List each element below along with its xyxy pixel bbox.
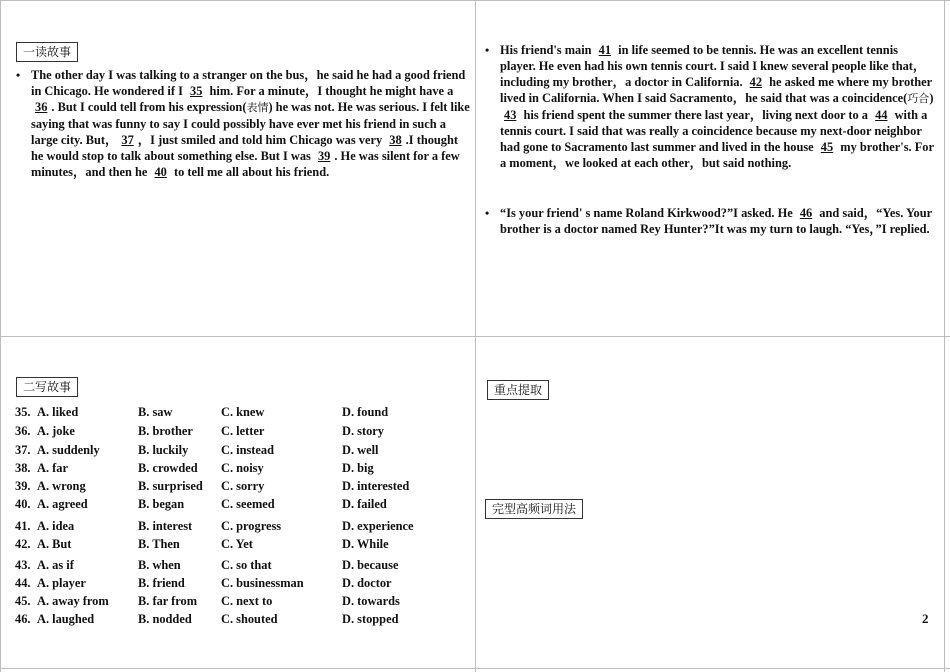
option-c[interactable]: C. knew	[221, 405, 265, 419]
question-number: 46.	[15, 612, 31, 626]
option-c[interactable]: C. progress	[221, 519, 282, 533]
option-b[interactable]: B. crowded	[138, 461, 198, 475]
option-b[interactable]: B. Then	[138, 537, 180, 551]
question-number: 37.	[15, 443, 31, 457]
option-a[interactable]: A. suddenly	[37, 443, 100, 457]
option-a[interactable]: A. away from	[37, 594, 109, 608]
option-d[interactable]: D. interested	[342, 479, 410, 493]
option-c[interactable]: C. letter	[221, 424, 265, 438]
blank-40[interactable]: 40	[154, 165, 167, 179]
option-b[interactable]: B. when	[138, 558, 181, 572]
option-c[interactable]: C. seemed	[221, 497, 275, 511]
option-d[interactable]: D. doctor	[342, 576, 392, 590]
option-d[interactable]: D. found	[342, 405, 389, 419]
option-b[interactable]: B. began	[138, 497, 185, 511]
bullet-2: •	[485, 43, 490, 57]
blank-42[interactable]: 42	[749, 75, 763, 89]
option-b[interactable]: B. nodded	[138, 612, 192, 626]
option-b[interactable]: B. far from	[138, 594, 198, 608]
high-freq-vocab-label: 完型高频词用法	[485, 499, 583, 519]
option-a[interactable]: A. laughed	[37, 612, 95, 626]
option-d[interactable]: D. because	[342, 558, 399, 572]
blank-37[interactable]: 37	[121, 133, 134, 147]
blank-46[interactable]: 46	[799, 206, 813, 220]
blank-43[interactable]: 43	[504, 108, 517, 122]
option-b[interactable]: B. interest	[138, 519, 193, 533]
question-number: 38.	[15, 461, 31, 475]
option-d[interactable]: D. towards	[342, 594, 400, 608]
option-a[interactable]: A. as if	[37, 558, 74, 572]
question-number: 36.	[15, 424, 31, 438]
page-number: 2	[922, 611, 929, 626]
option-c[interactable]: C. businessman	[221, 576, 304, 590]
option-c[interactable]: C. shouted	[221, 612, 278, 626]
option-b[interactable]: B. saw	[138, 405, 173, 419]
read-story-label: 一读故事	[16, 42, 78, 62]
blank-41[interactable]: 41	[598, 43, 612, 57]
option-a[interactable]: A. joke	[37, 424, 75, 438]
option-a[interactable]: A. liked	[37, 405, 79, 419]
blank-38[interactable]: 38	[389, 133, 402, 147]
story-paragraph-3: “Is your friend' s name Roland Kirkwood?”I asked. He 46 and said，“Yes. Your brother is a doctor named Rey Hunter?”It was my turn to laugh. “Yes，”I replied.	[500, 206, 932, 236]
option-a[interactable]: A. player	[37, 576, 86, 590]
grid-horizontal-divider	[0, 336, 950, 337]
option-a[interactable]: A. idea	[37, 519, 75, 533]
write-story-label: 二写故事	[16, 377, 78, 397]
blank-36[interactable]: 36	[35, 100, 48, 114]
question-number: 44.	[15, 576, 31, 590]
option-d[interactable]: D. story	[342, 424, 384, 438]
option-c[interactable]: C. noisy	[221, 461, 264, 475]
key-points-label: 重点提取	[487, 380, 549, 400]
option-a[interactable]: A. agreed	[37, 497, 88, 511]
option-d[interactable]: D. stopped	[342, 612, 399, 626]
option-b[interactable]: B. surprised	[138, 479, 203, 493]
question-number: 35.	[15, 405, 31, 419]
question-number: 39.	[15, 479, 31, 493]
blank-35[interactable]: 35	[190, 84, 203, 98]
option-c[interactable]: C. instead	[221, 443, 275, 457]
option-c[interactable]: C. Yet	[221, 537, 253, 551]
option-c[interactable]: C. next to	[221, 594, 273, 608]
option-c[interactable]: C. so that	[221, 558, 272, 572]
option-a[interactable]: A. far	[37, 461, 68, 475]
question-number: 45.	[15, 594, 31, 608]
bullet-3: •	[485, 206, 490, 220]
story-paragraph-1: The other day I was talking to a stranger on the bus，he said he had a good friend in Chicago. He wondered if I 35 him. For a minute，I thought he might have a 36 . But I could tell from his expression(表情) he was not. He was serious. I felt like saying that was funny to say I could possibly have ever met his friend in such a large city. But， 37 ，I just smiled and told him Chicago was very 38 .I thought he would stop to talk about something else. But I was 39 . He was silent for a few minutes，and then he 40 to tell me all about his friend.	[31, 68, 470, 179]
option-d[interactable]: D. experience	[342, 519, 414, 533]
story-paragraph-2: His friend's main 41 in life seemed to be tennis. He was an excellent tennis player. He even had his own tennis court. I said I knew several people like that，including my brother，a doctor in California. 42 he asked me where my brother lived in California. When I said Sacramento，he said that was a coincidence(巧合) 43 his friend spent the summer there last year，living next door to a 44 with a tennis court. I said that was really a coincidence because my next-door neighbor had gone to Sacramento last summer and lived in the house 45 my brother's. For a moment，we looked at each other，but said nothing.	[500, 43, 934, 170]
question-number: 43.	[15, 558, 31, 572]
option-a[interactable]: A. wrong	[37, 479, 86, 493]
option-b[interactable]: B. luckily	[138, 443, 189, 457]
blank-45[interactable]: 45	[820, 140, 834, 154]
option-b[interactable]: B. friend	[138, 576, 185, 590]
question-number: 42.	[15, 537, 31, 551]
option-b[interactable]: B. brother	[138, 424, 193, 438]
option-c[interactable]: C. sorry	[221, 479, 265, 493]
bullet-1: •	[16, 68, 21, 82]
option-d[interactable]: D. failed	[342, 497, 387, 511]
question-number: 40.	[15, 497, 31, 511]
option-d[interactable]: D. While	[342, 537, 389, 551]
option-d[interactable]: D. well	[342, 443, 379, 457]
option-d[interactable]: D. big	[342, 461, 374, 475]
option-a[interactable]: A. But	[37, 537, 72, 551]
blank-39[interactable]: 39	[317, 149, 331, 163]
blank-44[interactable]: 44	[875, 108, 888, 122]
question-number: 41.	[15, 519, 31, 533]
